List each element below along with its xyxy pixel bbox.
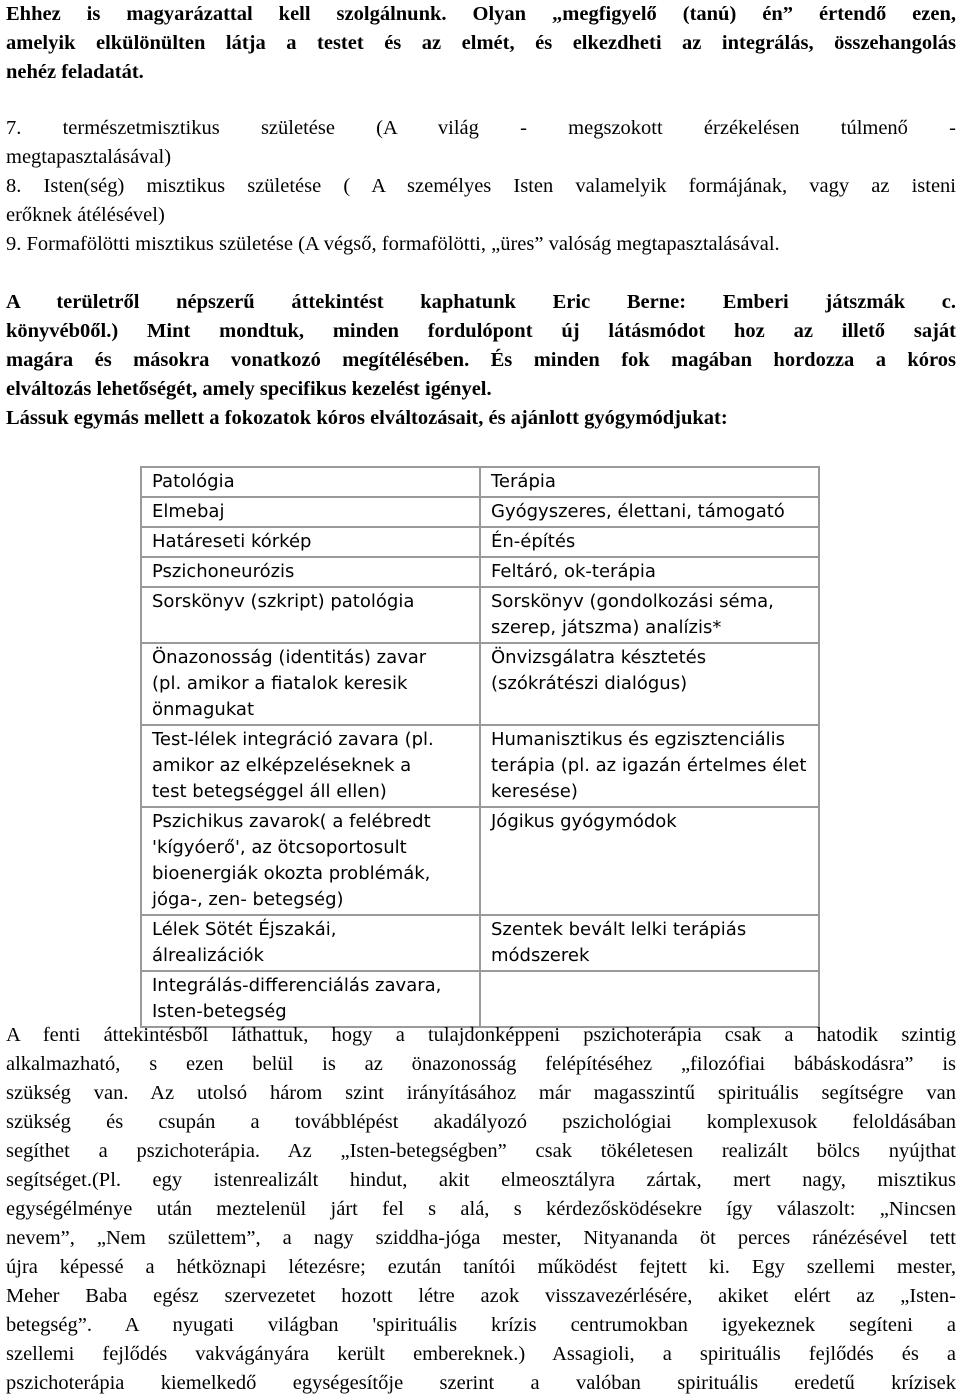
therapy-cell: Feltáró, ok-terápia: [480, 557, 819, 587]
text-line: amelyik elkülönülten látja a testet és az elmét, és elkezdheti az integrálás, összehangolás: [6, 32, 956, 54]
pathology-therapy-table: [140, 466, 820, 1028]
table-row: [141, 915, 819, 971]
berne-paragraph: [6, 288, 956, 404]
text-line: szellemi fejlődés vakvágányára került embereknek.) Assagioli, a spirituális fejlődés és a: [6, 1343, 956, 1365]
therapy-cell: Én-építés: [480, 527, 819, 557]
pathology-cell: Test-lélek integráció zavara (pl. amikor az elképzeléseknek a test betegséggel áll ellen): [141, 725, 480, 807]
table-header-row: [141, 467, 819, 497]
table-row: [141, 527, 819, 557]
text-line: nehéz feladatát.: [6, 61, 144, 83]
text-line: A területről népszerű áttekintést kaphatunk Eric Berne: Emberi játszmák c.: [6, 291, 956, 313]
header-cell-pathology: Patológia: [141, 467, 480, 497]
text-line: pszichoterápia kiemelkedő egységesítője szerint a valóban spirituális eredetű krízisek: [6, 1372, 956, 1394]
therapy-cell: [480, 971, 819, 1027]
text-line: alkalmazható, s ezen belül is az önazonosság felépítéséhez „filozófiai bábáskodásra” is: [6, 1053, 956, 1075]
table-row: [141, 725, 819, 807]
pathology-cell: Önazonosság (identitás) zavar (pl. amikor a fiatalok keresik önmagukat: [141, 643, 480, 725]
table-row: [141, 807, 819, 915]
text-line: szükség és csupán a továbblépést akadályozó pszichológiai komplexusok feloldásában: [6, 1111, 956, 1133]
pathology-cell: Elmebaj: [141, 497, 480, 527]
intro-paragraph: [6, 0, 956, 87]
text-line: nevem”, „Nem születtem”, a nagy sziddha-jóga mester, Nityananda öt perces ránézésével tett: [6, 1227, 956, 1249]
text-line: segíthet a pszichoterápia. Az „Isten-betegségben” csak tökéletesen realizált bölcs nyújthat: [6, 1140, 956, 1162]
table-body: [141, 467, 819, 1027]
table-row: [141, 557, 819, 587]
text-line: szükség van. Az utolsó három szint irányításához már magasszintű spirituális segítségre van: [6, 1082, 956, 1104]
pathology-cell: Sorskönyv (szkript) patológia: [141, 587, 480, 643]
numbered-list: [6, 114, 956, 259]
list-item: 9. Formafölötti misztikus születése (A végső, formafölötti, „üres” valóság megtapasztalásával.: [6, 233, 780, 255]
pathology-cell: Lélek Sötét Éjszakái, álrealizációk: [141, 915, 480, 971]
text-line: A fenti áttekintésből láthattuk, hogy a tulajdonképpeni pszichoterápia csak a hatodik szintig: [6, 1024, 956, 1046]
list-item-continuation: megtapasztalásával): [6, 146, 172, 168]
pathology-cell: Határeseti kórkép: [141, 527, 480, 557]
list-item: 8. Isten(ség) misztikus születése ( A személyes Isten valamelyik formájának, vagy az isteni: [6, 175, 956, 197]
text-line: könyvéb0ől.) Mint mondtuk, minden fordulópont új látásmódot hoz az illető saját: [6, 320, 956, 342]
therapy-cell: Sorskönyv (gondolkozási séma, szerep, játszma) analízis*: [480, 587, 819, 643]
pathology-cell: Integrálás-differenciálás zavara, Isten-betegség: [141, 971, 480, 1027]
text-line: Ehhez is magyarázattal kell szolgálnunk. Olyan „megfigyelő (tanú) én” értendő ezen,: [6, 3, 956, 25]
text-line: elváltozás lehetőségét, amely specifikus kezelést igényel.: [6, 378, 492, 400]
therapy-cell: Jógikus gyógymódok: [480, 807, 819, 915]
table-row: [141, 971, 819, 1027]
text-line: magára és másokra vonatkozó megítélésében. És minden fok magában hordozza a kóros: [6, 349, 956, 371]
text-line: újra képessé a hétköznapi létezésre; ezután tanítói működést fejtett ki. Egy szellemi mester,: [6, 1256, 956, 1278]
therapy-cell: Önvizsgálatra késztetés (szókrátészi dialógus): [480, 643, 819, 725]
header-cell-therapy: Terápia: [480, 467, 819, 497]
table-row: [141, 497, 819, 527]
table-intro-sentence: [6, 404, 956, 433]
text-line: betegség”. A nyugati világban 'spirituális krízis centrumokban igyekeznek segíteni a: [6, 1314, 956, 1336]
table-row: [141, 643, 819, 725]
text-line: Lássuk egymás mellett a fokozatok kóros elváltozásait, és ajánlott gyógymódjukat:: [6, 407, 728, 429]
text-line: Meher Baba egész szervezetet hozott létre azok visszavezérlésére, akiket elért az „Isten-: [6, 1285, 956, 1307]
pathology-cell: Pszichikus zavarok( a felébredt 'kígyóerő', az ötcsoportosult bioenergiák okozta problémák, jóga-, zen- betegség): [141, 807, 480, 915]
conclusion-paragraph: [6, 1021, 956, 1398]
pathology-cell: Pszichoneurózis: [141, 557, 480, 587]
table-row: [141, 587, 819, 643]
therapy-cell: Humanisztikus és egzisztenciális terápia (pl. az igazán értelmes élet keresése): [480, 725, 819, 807]
text-line: segítséget.(Pl. egy istenrealizált hindut, akit elmeosztályra zártak, mert nagy, misztikus: [6, 1169, 956, 1191]
list-item-continuation: erőknek átélésével): [6, 204, 165, 226]
therapy-cell: Szentek bevált lelki terápiás módszerek: [480, 915, 819, 971]
therapy-cell: Gyógyszeres, élettani, támogató: [480, 497, 819, 527]
list-item: 7. természetmisztikus születése (A világ - megszokott érzékelésen túlmenő -: [6, 117, 956, 139]
text-line: egységélménye után meztelenül járt fel s alá, s kérdezősködésekre így válaszolt: „Nincsen: [6, 1198, 956, 1220]
